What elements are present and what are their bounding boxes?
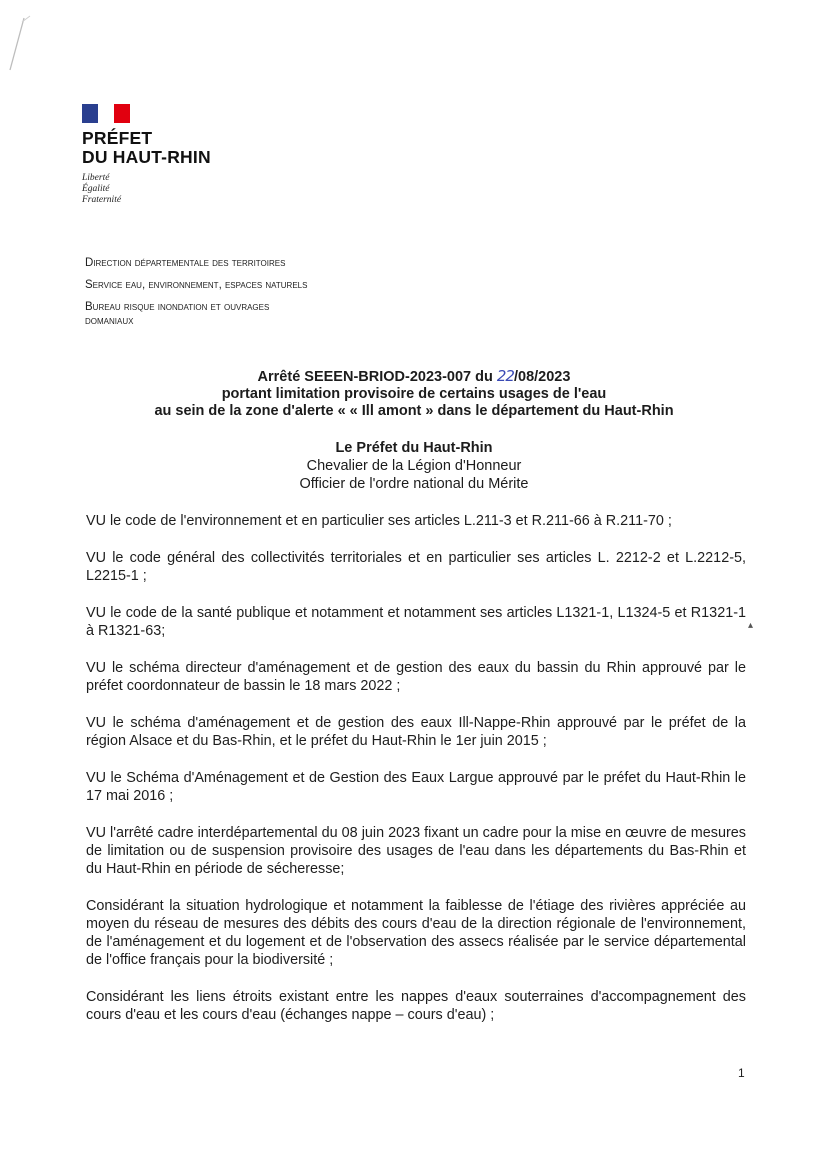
- paragraph-vu-arrete-cadre: VU l'arrêté cadre interdépartemental du 08 juin 2023 fixant un cadre pour la mise en œuvre de mesures de limitation ou de suspension provisoire des usages de l'eau dans les départements du Bas-Rhin et du Haut-Rhin en période de sécheresse;: [86, 825, 746, 877]
- marianne-flag-icon: [82, 104, 130, 123]
- decree-subject: portant limitation provisoire de certains usages de l'eau: [221, 386, 607, 402]
- prefect-title-1: Chevalier de la Légion d'Honneur: [306, 458, 522, 474]
- motto-fraternite: Fraternité: [82, 195, 122, 205]
- prefet-line1: PRÉFET: [82, 128, 153, 148]
- scan-speck: ▴: [748, 620, 754, 631]
- paragraph-vu-cgct: VU le code général des collectivités territoriales et en particulier ses articles L. 2212-2 et L.2212-5, L2215-1 ;: [86, 550, 746, 584]
- paragraph-vu-sage-ill: VU le schéma d'aménagement et de gestion des eaux Ill-Nappe-Rhin approuvé par le préfet de la région Alsace et du Bas-Rhin, et le préfet du Haut-Rhin le 1er juin 2015 ;: [86, 715, 746, 749]
- decree-ref-date: /08/2023: [513, 369, 571, 385]
- decree-heading: [86, 368, 742, 420]
- scan-artifact-mark: [6, 14, 46, 72]
- prefet-title: [82, 129, 211, 167]
- motto-liberte: Liberté: [82, 173, 110, 183]
- decree-zone: au sein de la zone d'alerte « « Ill amont » dans le département du Haut-Rhin: [154, 403, 674, 419]
- decree-ref-prefix: Arrêté SEEEN-BRIOD-2023-007 du: [257, 369, 493, 385]
- decree-ref-day-handwritten: 22: [496, 367, 514, 385]
- paragraph-vu-sante-publique: VU le code de la santé publique et notamment et notamment ses articles L1321-1, L1324-5 et R1321-1 à R1321-63;: [86, 605, 746, 639]
- paragraph-vu-sdage: VU le schéma directeur d'aménagement et de gestion des eaux du bassin du Rhin approuvé par le préfet coordonnateur de bassin le 18 mars 2022 ;: [86, 660, 746, 694]
- prefet-line2: DU HAUT-RHIN: [82, 147, 211, 167]
- paragraph-vu-code-environnement: VU le code de l'environnement et en particulier ses articles L.211-3 et R.211-66 à R.211-70 ;: [86, 513, 672, 529]
- prefecture-logo: [82, 104, 211, 206]
- issuing-services: [85, 256, 385, 336]
- prefect-name: Le Préfet du Haut-Rhin: [335, 440, 493, 456]
- paragraph-vu-sage-largue: VU le Schéma d'Aménagement et de Gestion des Eaux Largue approuvé par le préfet du Haut-Rhin le 17 mai 2016 ;: [86, 770, 746, 804]
- prefect-title-2: Officier de l'ordre national du Mérite: [299, 476, 529, 492]
- page-number: 1: [738, 1066, 745, 1080]
- decree-body: [86, 512, 746, 1043]
- service-direction: Direction départementale des territoires: [85, 257, 286, 269]
- republic-motto: [82, 173, 211, 206]
- service-bureau: Bureau risque inondation et ouvrages: [85, 301, 270, 313]
- paragraph-considerant-hydrologie: Considérant la situation hydrologique et notamment la faiblesse de l'étiage des rivières appréciée au moyen du réseau de mesures des débits des cours d'eau de la direction régionale de l'environnement, de l'aménagement et du logement et de l'observation des assecs réalisée par le service départemental de l'office français pour la biodiversité ;: [86, 898, 746, 968]
- service-bureau-cont: domaniaux: [85, 315, 134, 327]
- prefect-block: [86, 439, 742, 493]
- decree-reference: [86, 368, 742, 386]
- paragraph-considerant-nappes: Considérant les liens étroits existant entre les nappes d'eaux souterraines d'accompagnement des cours d'eau et les cours d'eau (échanges nappe – cours d'eau) ;: [86, 989, 746, 1023]
- motto-egalite: Égalité: [82, 184, 110, 194]
- service-eau: Service eau, environnement, espaces naturels: [85, 279, 308, 291]
